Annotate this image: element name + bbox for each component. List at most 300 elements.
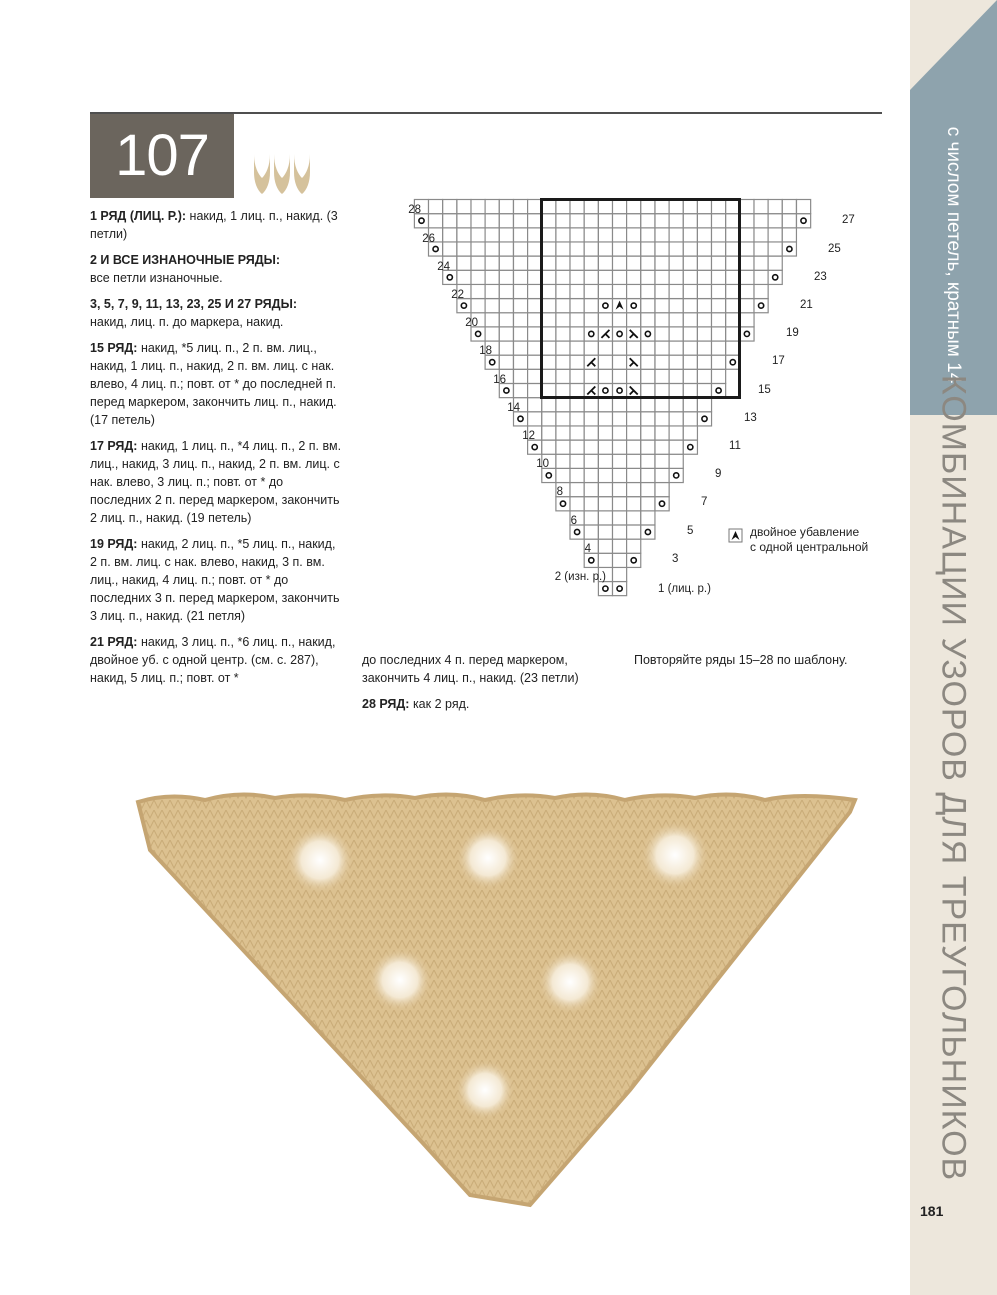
chart-cell (712, 313, 726, 327)
chart-cell (514, 228, 528, 242)
chart-cell (514, 200, 528, 214)
chart-cell (797, 200, 811, 214)
chart-cell (598, 256, 612, 270)
chart-cell (655, 299, 669, 313)
chart-cell (570, 355, 584, 369)
chart-cell (570, 440, 584, 454)
chart-cell (528, 355, 542, 369)
chart-cell (641, 426, 655, 440)
chart-cell (627, 398, 641, 412)
chart-cell (471, 214, 485, 228)
chart-cell (655, 341, 669, 355)
chart-cell (598, 284, 612, 298)
chart-cell (669, 369, 683, 383)
chart-cell (655, 242, 669, 256)
row-label-13: 13 (744, 412, 757, 424)
chart-cell (570, 327, 584, 341)
chart-cell (556, 242, 570, 256)
chart-cell (627, 440, 641, 454)
chart-cell (712, 284, 726, 298)
chart-cell (570, 313, 584, 327)
chart-cell (613, 270, 627, 284)
chart-cell (655, 384, 669, 398)
instructions-continuation (362, 651, 602, 721)
chart-cell (598, 369, 612, 383)
chart-cell (697, 284, 711, 298)
chart-cell (655, 440, 669, 454)
chart-cell (613, 355, 627, 369)
chart-cell (613, 525, 627, 539)
chart-cell (542, 284, 556, 298)
chart-cell (697, 270, 711, 284)
chart-cell (627, 412, 641, 426)
chart-cell (528, 327, 542, 341)
chart-cell (457, 242, 471, 256)
chart-cell (754, 284, 768, 298)
chart-cell (485, 284, 499, 298)
chart-cell (570, 200, 584, 214)
chart-cell (514, 284, 528, 298)
row-label-25: 25 (828, 243, 841, 255)
chart-cell (457, 200, 471, 214)
chart-cell (542, 200, 556, 214)
chart-cell (740, 200, 754, 214)
row-label-11: 11 (729, 440, 741, 452)
chart-cell (683, 214, 697, 228)
row-label-9: 9 (715, 468, 722, 480)
chart-cell (556, 327, 570, 341)
chart-cell (584, 256, 598, 270)
chart-cell (584, 228, 598, 242)
pattern-number: 107 (90, 114, 234, 198)
chart-cell (627, 539, 641, 553)
row-label-1: 1 (лиц. р.) (658, 583, 711, 595)
chart-cell (471, 270, 485, 284)
chart-cell (542, 426, 556, 440)
chart-cell (514, 256, 528, 270)
row-label-15: 15 (758, 384, 771, 396)
chart-cell (740, 299, 754, 313)
chart-cell (669, 242, 683, 256)
chart-cell (613, 454, 627, 468)
chart-cell (627, 553, 641, 567)
chart-cell (584, 284, 598, 298)
chart-cell (499, 313, 513, 327)
chart-cell (627, 284, 641, 298)
chart-cell (584, 327, 598, 341)
chart-cell (768, 242, 782, 256)
chart-cell (669, 341, 683, 355)
chart-cell (556, 284, 570, 298)
chart-cell (655, 468, 669, 482)
chart-cell (712, 341, 726, 355)
chart-cell (556, 228, 570, 242)
chart-cell (514, 327, 528, 341)
chart-cell (683, 426, 697, 440)
chart-cell (697, 242, 711, 256)
chart-cell (768, 256, 782, 270)
chart-cell (641, 525, 655, 539)
chart-cell (598, 200, 612, 214)
chart-cell (584, 398, 598, 412)
chart-cell (528, 384, 542, 398)
chart-cell (740, 270, 754, 284)
chart-cell (712, 384, 726, 398)
chart-cell (542, 468, 556, 482)
chart-cell (669, 200, 683, 214)
chart-cell (641, 355, 655, 369)
chart-cell (443, 228, 457, 242)
chart-cell (726, 242, 740, 256)
legend-text-2: с одной центральной (750, 540, 869, 554)
chart-cell (542, 412, 556, 426)
chart-cell (542, 214, 556, 228)
chart-cell (613, 327, 627, 341)
chart-cell (556, 412, 570, 426)
chart-cell (655, 200, 669, 214)
chart-cell (598, 525, 612, 539)
chart-cell (669, 398, 683, 412)
chart-cell (584, 525, 598, 539)
chart-cell (726, 313, 740, 327)
chart-cell (514, 369, 528, 383)
chart-cell (627, 270, 641, 284)
chart-cell (613, 200, 627, 214)
chart-cell (613, 256, 627, 270)
chart-cell (712, 242, 726, 256)
chart-cell (641, 313, 655, 327)
chart-cell (499, 200, 513, 214)
chart-cell (598, 341, 612, 355)
chart-cell (570, 256, 584, 270)
chart-cell (556, 355, 570, 369)
chart-cell (514, 270, 528, 284)
chart-cell (655, 355, 669, 369)
chart-cell (598, 539, 612, 553)
chart-cell (683, 369, 697, 383)
chart-cell (598, 313, 612, 327)
chart-cell (613, 440, 627, 454)
chart-cell (613, 426, 627, 440)
chart-cell (697, 327, 711, 341)
chart-cell (627, 468, 641, 482)
chart-cell (570, 242, 584, 256)
chart-cell (613, 539, 627, 553)
chart-cell (641, 369, 655, 383)
knitted-swatch-photo (130, 790, 860, 1220)
chart-cell (655, 327, 669, 341)
chart-cell (584, 426, 598, 440)
chart-cell (655, 313, 669, 327)
chart-cell (712, 355, 726, 369)
chart-cell (627, 214, 641, 228)
chart-cell (697, 341, 711, 355)
chart-cell (584, 511, 598, 525)
chart-cell (655, 497, 669, 511)
chart-cell (683, 228, 697, 242)
chart-cell (570, 384, 584, 398)
chart-cell (542, 270, 556, 284)
chart-cell (570, 454, 584, 468)
chart-cell (570, 228, 584, 242)
chart-cell (669, 355, 683, 369)
chart-cell (598, 468, 612, 482)
chart-cell (641, 440, 655, 454)
chart-cell (598, 355, 612, 369)
chart-cell (655, 256, 669, 270)
chart-cell (697, 313, 711, 327)
chart-cell (797, 214, 811, 228)
chart-cell (712, 327, 726, 341)
chart-cell (655, 426, 669, 440)
chart-cell (613, 582, 627, 596)
chart-cell (598, 426, 612, 440)
chart-cell (570, 483, 584, 497)
chart-cell (613, 567, 627, 581)
chart-cell (641, 341, 655, 355)
chart-cell (782, 214, 796, 228)
chart-cell (570, 525, 584, 539)
row-label-3: 3 (672, 553, 679, 565)
chart-cell (499, 327, 513, 341)
chart-cell (627, 483, 641, 497)
chart-cell (641, 327, 655, 341)
chart-cell (499, 256, 513, 270)
row-label-24: 24 (437, 261, 450, 273)
row-label-10: 10 (536, 458, 549, 470)
chart-cell (683, 341, 697, 355)
legend-text-1: двойное убавление (750, 525, 860, 539)
row-label-26: 26 (422, 233, 435, 245)
chart-cell (570, 299, 584, 313)
chart-cell (683, 384, 697, 398)
chart-cell (655, 284, 669, 298)
row-label-14: 14 (507, 402, 520, 414)
chart-cell (528, 256, 542, 270)
chart-cell (641, 270, 655, 284)
chart-cell (683, 355, 697, 369)
chart-cell (641, 468, 655, 482)
chart-cell (697, 412, 711, 426)
chart-cell (556, 440, 570, 454)
chart-cell (683, 412, 697, 426)
chart-cell (697, 200, 711, 214)
row-label-6: 6 (570, 515, 577, 527)
chart-cell (542, 341, 556, 355)
chart-cell (598, 242, 612, 256)
chart-cell (613, 313, 627, 327)
chart-cell (485, 200, 499, 214)
chart-cell (669, 270, 683, 284)
chart-cell (584, 497, 598, 511)
chart-cell (613, 497, 627, 511)
chart-cell (570, 398, 584, 412)
chart-cell (514, 355, 528, 369)
chart-cell (669, 468, 683, 482)
chart-cell (471, 327, 485, 341)
chart-cell (457, 228, 471, 242)
chart-cell (712, 228, 726, 242)
chart-cell (641, 242, 655, 256)
chart-cell (782, 242, 796, 256)
chart-cell (556, 398, 570, 412)
chart-cell (542, 228, 556, 242)
chart-cell (598, 214, 612, 228)
chart-cell (754, 214, 768, 228)
chart-cell (683, 327, 697, 341)
row-label-2: 2 (изн. р.) (554, 571, 606, 583)
chart-cell (542, 440, 556, 454)
chart-cell (514, 299, 528, 313)
instruction-row-21: 21 РЯД: накид, 3 лиц. п., *6 лиц. п., накид, двойное уб. с одной центр. (см. с. 287), накид, 5 лиц. п.; повт. от * (90, 635, 336, 685)
chart-cell (499, 242, 513, 256)
chart-cell (726, 299, 740, 313)
chart-cell (613, 384, 627, 398)
chart-cell (683, 398, 697, 412)
chart-cell (570, 426, 584, 440)
row-label-12: 12 (522, 430, 535, 442)
chart-cell (584, 242, 598, 256)
chart-cell (627, 511, 641, 525)
chart-cell (542, 313, 556, 327)
chart-cell (726, 270, 740, 284)
chart-cell (584, 483, 598, 497)
chart-cell (443, 214, 457, 228)
chart-cell (712, 200, 726, 214)
chart-cell (726, 355, 740, 369)
chart-cell (697, 384, 711, 398)
chart-cell (528, 299, 542, 313)
row-label-19: 19 (786, 327, 799, 339)
row-label-4: 4 (584, 543, 591, 555)
chart-cell (669, 299, 683, 313)
chart-cell (669, 412, 683, 426)
chart-cell (598, 553, 612, 567)
chart-cell (683, 284, 697, 298)
chart-cell (556, 497, 570, 511)
row-label-20: 20 (465, 317, 478, 329)
chart-cell (584, 313, 598, 327)
chart-cell (485, 313, 499, 327)
chart-cell (528, 284, 542, 298)
chart-cell (740, 284, 754, 298)
chart-cell (740, 214, 754, 228)
chart-cell (613, 553, 627, 567)
chart-cell (584, 369, 598, 383)
chart-cell (754, 270, 768, 284)
chart-cell (627, 341, 641, 355)
chart-cell (697, 214, 711, 228)
chart-cell (528, 440, 542, 454)
chart-cell (556, 468, 570, 482)
chart-cell (598, 270, 612, 284)
chart-cell (613, 214, 627, 228)
chart-cell (740, 256, 754, 270)
chart-cell (613, 242, 627, 256)
chart-cell (613, 483, 627, 497)
instruction-row-21-cont: до последних 4 п. перед маркером, закончить 4 лиц. п., накид. (23 петли) (362, 653, 579, 685)
chart-cell (556, 270, 570, 284)
chart-cell (712, 256, 726, 270)
chart-cell (740, 313, 754, 327)
chart-cell (655, 398, 669, 412)
chart-cell (443, 200, 457, 214)
chart-cell (655, 412, 669, 426)
chart-cell (683, 200, 697, 214)
chart-cell (697, 398, 711, 412)
sidebar-title: КОМБИНАЦИИ УЗОРОВ ДЛЯ ТРЕУГОЛЬНИКОВ (934, 374, 973, 1182)
chart-cell (556, 369, 570, 383)
chart-cell (613, 412, 627, 426)
chart-cell (655, 483, 669, 497)
chart-cell (471, 242, 485, 256)
chart-cell (429, 214, 443, 228)
chart-cell (485, 256, 499, 270)
chart-cell (556, 454, 570, 468)
chart-cell (669, 256, 683, 270)
chart-cell (627, 369, 641, 383)
chart-cell (726, 256, 740, 270)
chart-cell (641, 454, 655, 468)
chart-cell (627, 299, 641, 313)
knitting-chart (0, 0, 997, 620)
chart-cell (683, 256, 697, 270)
chart-cell (570, 284, 584, 298)
chart-cell (754, 200, 768, 214)
chart-cell (471, 299, 485, 313)
chart-cell (683, 313, 697, 327)
chart-cell (740, 327, 754, 341)
row-label-22: 22 (451, 289, 464, 301)
chart-cell (598, 398, 612, 412)
row-label-27: 27 (842, 214, 855, 226)
chart-cell (514, 214, 528, 228)
chart-cell (655, 214, 669, 228)
chart-cell (613, 398, 627, 412)
chart-cell (768, 228, 782, 242)
chart-cell (740, 228, 754, 242)
chart-cell (782, 200, 796, 214)
instruction-row-19: 19 РЯД: накид, 2 лиц. п., *5 лиц. п., накид, 2 п. вм. лиц. с нак. влево, накид, 3 п. вм. лиц., накид, 4 лиц. п.; повт. от * до последних 3 п. перед маркером, закончить 3 лиц. п., накид. (21 петля) (90, 537, 340, 623)
chart-cell (598, 228, 612, 242)
chart-cell (627, 313, 641, 327)
chart-cell (627, 242, 641, 256)
chart-cell (499, 341, 513, 355)
chart-cell (627, 200, 641, 214)
chart-cell (669, 440, 683, 454)
row-label-18: 18 (479, 345, 492, 357)
chart-cell (528, 341, 542, 355)
chart-cell (528, 214, 542, 228)
chart-cell (697, 228, 711, 242)
chart-cell (669, 228, 683, 242)
chart-cell (669, 214, 683, 228)
chart-cell (598, 582, 612, 596)
chart-cell (712, 214, 726, 228)
chart-cell (471, 256, 485, 270)
chart-cell (584, 440, 598, 454)
chart-cell (542, 384, 556, 398)
chart-cell (556, 313, 570, 327)
instruction-row-15: 15 РЯД: накид, *5 лиц. п., 2 п. вм. лиц., накид, 1 лиц. п., накид, 2 п. вм. лиц. с нак. влево, 4 лиц. п.; повт. от * до последней п. перед маркером, закончить лиц. п., накид. (17 петель) (90, 341, 337, 427)
chart-cell (726, 228, 740, 242)
chart-cell (584, 299, 598, 313)
chart-cell (768, 270, 782, 284)
chart-cell (655, 454, 669, 468)
chart-cell (570, 369, 584, 383)
instruction-row-2: 2 И ВСЕ ИЗНАНОЧНЫЕ РЯДЫ: все петли изнаночные. (90, 253, 281, 285)
chart-cell (584, 270, 598, 284)
